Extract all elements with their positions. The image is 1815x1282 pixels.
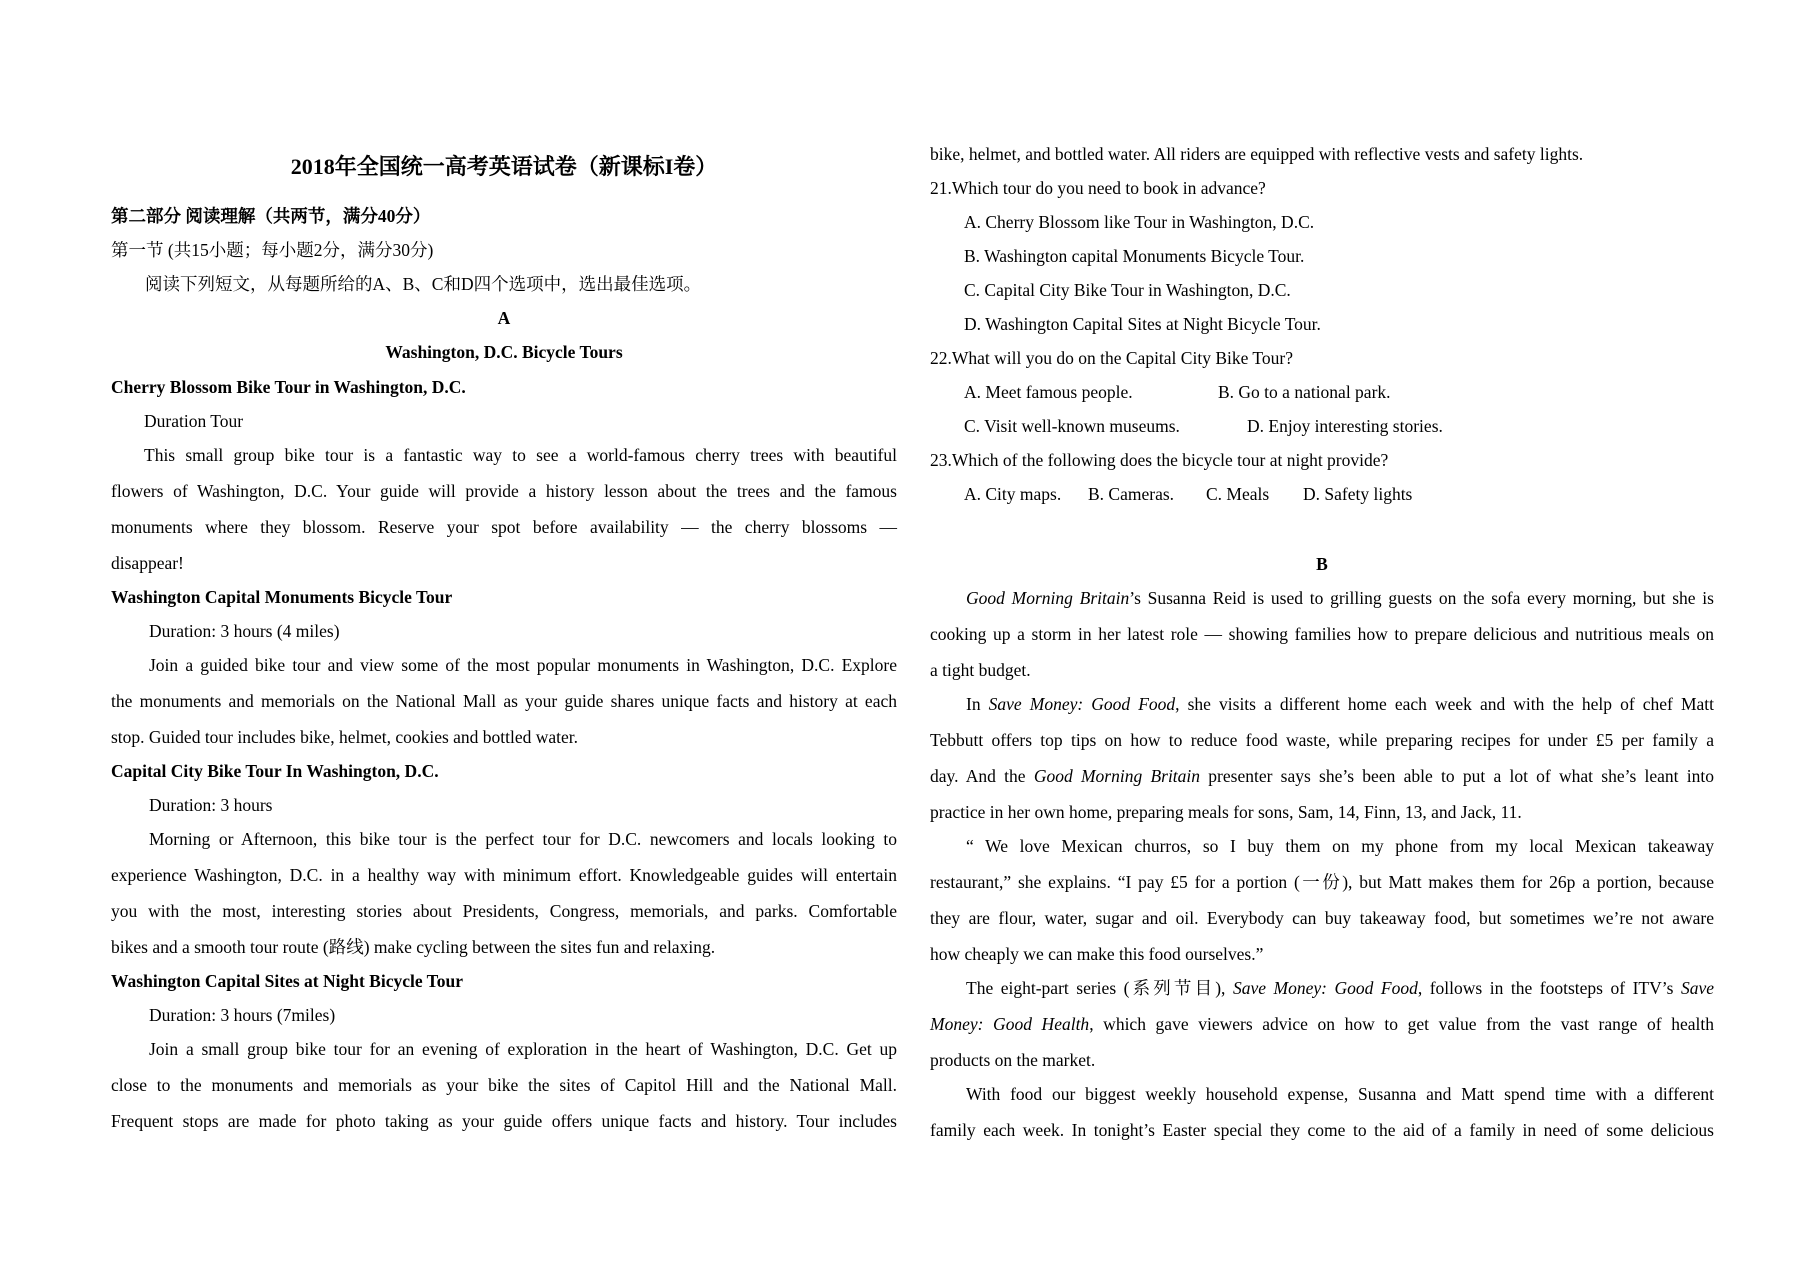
tour2-line: the monuments and memorials on the National Mall as your guide shares unique facts and history at each [111,691,897,711]
passage-b-line: family each week. In tonight’s Easter special they come to the aid of a family in need of some delicious [930,1120,1714,1140]
tour3-line: experience Washington, D.C. in a healthy way with minimum effort. Knowledgeable guides will entertain [111,865,897,885]
tour3-line: Morning or Afternoon, this bike tour is the perfect tour for D.C. newcomers and locals looking to [149,829,897,849]
tour1-line: disappear! [111,553,184,573]
tour1-duration: Duration Tour [144,411,244,431]
show-title: Good Morning Britain [1033,766,1201,786]
show-title: Good Morning Britain [966,588,1130,608]
show-title: Money: Good Health [930,1014,1090,1034]
passage-b-text: day. And the [930,766,1034,786]
instruction: 阅读下列短文，从每题所给的A、B、C和D四个选项中，选出最佳选项。 [145,274,702,294]
passage-b-line: cooking up a storm in her latest role — showing families how to prepare delicious and nutritious meals on [930,624,1714,644]
passage-b-line [930,692,1714,716]
question-21-option-d: D. Washington Capital Sites at Night Bicycle Tour. [964,314,1321,334]
question-22-stem: 22.What will you do on the Capital City Bike Tour? [930,348,1293,368]
tour1-heading: Cherry Blossom Bike Tour in Washington, D.C. [111,377,466,397]
passage-a-title: Washington, D.C. Bicycle Tours [385,342,623,362]
question-21-option-a: A. Cherry Blossom like Tour in Washington, D.C. [964,212,1315,232]
passage-a-letter: A [497,308,511,328]
passage-b-line: restaurant,” she explains. “I pay £5 for a portion (一份), but Matt makes them for 26p a portion, because [930,872,1714,892]
passage-b-line [930,586,1714,610]
question-23-stem: 23.Which of the following does the bicycle tour at night provide? [930,450,1389,470]
passage-b-letter: B [1316,554,1328,574]
passage-b-line: how cheaply we can make this food ourselves.” [930,944,1264,964]
tour1-line: flowers of Washington, D.C. Your guide will provide a history lesson about the trees and the famous [111,481,897,501]
passage-b-text: , follows in the footsteps of ITV’s [1417,978,1681,998]
tour2-duration: Duration: 3 hours (4 miles) [149,621,340,641]
show-title: Save [1680,978,1714,998]
question-22-option-a: A. Meet famous people. [964,382,1133,402]
question-23-option-d: D. Safety lights [1303,484,1413,504]
tour4-line: close to the monuments and memorials as your bike the sites of Capitol Hill and the National Mall. [111,1075,897,1095]
question-21-stem: 21.Which tour do you need to book in advance? [930,178,1266,198]
passage-b-line: a tight budget. [930,660,1031,680]
passage-b-text: The eight-part series (系列节目), [966,978,1233,998]
passage-b-text: , she visits a different home each week and with the help of chef Matt [1175,694,1714,714]
part-heading: 第二部分 阅读理解（共两节，满分40分） [111,206,431,226]
passage-b-line: practice in her own home, preparing meals for sons, Sam, 14, Finn, 13, and Jack, 11. [930,802,1522,822]
tour4-line: Frequent stops are made for photo taking as your guide offers unique facts and history. Tour includes [111,1111,897,1131]
tour1-line: This small group bike tour is a fantastic way to see a world-famous cherry trees with beautiful [144,445,897,465]
question-21-option-c: C. Capital City Bike Tour in Washington, D.C. [964,280,1291,300]
show-title: Save Money: Good Food [988,694,1176,714]
tour4-heading: Washington Capital Sites at Night Bicycle Tour [111,971,463,991]
show-title: Save Money: Good Food [1232,978,1418,998]
question-22-option-c: C. Visit well-known museums. [964,416,1180,436]
passage-b-line [930,1012,1714,1036]
page-title: 2018年全国统一高考英语试卷（新课标I卷） [290,154,718,179]
tour4-line: Join a small group bike tour for an evening of exploration in the heart of Washington, D.C. Get up [149,1039,897,1059]
passage-b-text: , which gave viewers advice on how to get value from the vast range of health [1089,1014,1714,1034]
passage-b-text: presenter says she’s been able to put a lot of what she’s leant into [1200,766,1715,786]
question-23-option-a: A. City maps. [964,484,1062,504]
question-21-option-b: B. Washington capital Monuments Bicycle Tour. [964,246,1305,266]
tour3-duration: Duration: 3 hours [149,795,273,815]
passage-b-line [930,764,1714,788]
passage-b-line: they are flour, water, sugar and oil. Everybody can buy takeaway food, but sometimes we’re not aware [930,908,1714,928]
question-23-option-c: C. Meals [1206,484,1270,504]
tour2-line: stop. Guided tour includes bike, helmet, cookies and bottled water. [111,727,579,747]
passage-b-line: With food our biggest weekly household expense, Susanna and Matt spend time with a different [966,1084,1714,1104]
passage-b-text: In [966,694,989,714]
tour2-heading: Washington Capital Monuments Bicycle Tour [111,587,453,607]
question-22-option-d: D. Enjoy interesting stories. [1247,416,1443,436]
section-heading: 第一节 (共15小题；每小题2分，满分30分) [111,240,434,260]
tour4-duration: Duration: 3 hours (7miles) [149,1005,336,1025]
tour3-line: you with the most, interesting stories about Presidents, Congress, memorials, and parks. Comfortable [111,901,897,921]
tour4-line: bike, helmet, and bottled water. All riders are equipped with reflective vests and safety lights. [930,144,1584,164]
question-23-option-b: B. Cameras. [1088,484,1175,504]
tour3-heading: Capital City Bike Tour In Washington, D.C. [111,761,439,781]
passage-b-line: Tebbutt offers top tips on how to reduce food waste, while preparing recipes for under £5 per family a [930,730,1714,750]
tour1-line: monuments where they blossom. Reserve your spot before availability — the cherry blossoms — [111,517,897,537]
tour3-line: bikes and a smooth tour route (路线) make cycling between the sites fun and relaxing. [111,937,716,957]
question-22-option-b: B. Go to a national park. [1218,382,1391,402]
tour2-line: Join a guided bike tour and view some of the most popular monuments in Washington, D.C. Explore [149,655,897,675]
passage-b-line [930,976,1714,1000]
passage-b-text: ’s Susanna Reid is used to grilling guests on the sofa every morning, but she is [1129,588,1714,608]
passage-b-line: products on the market. [930,1050,1096,1070]
passage-b-line: “ We love Mexican churros, so I buy them on my phone from my local Mexican takeaway [966,836,1714,856]
